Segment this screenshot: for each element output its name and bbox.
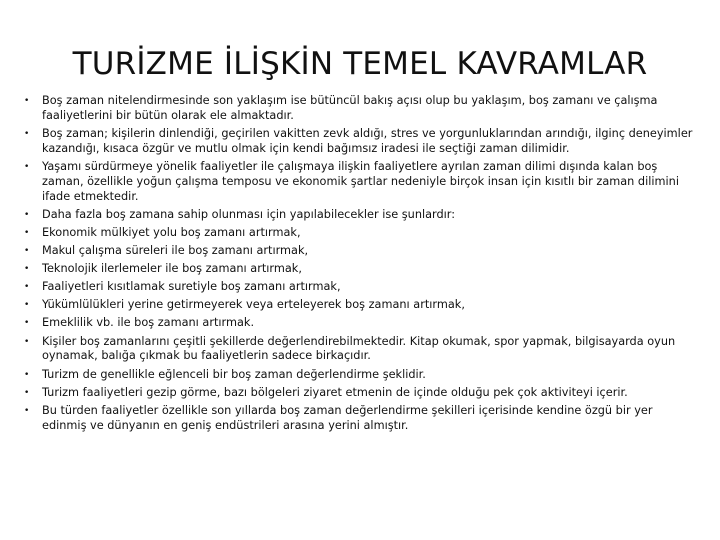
bullet-dot-icon: • [24,228,30,238]
bullet-dot-icon: • [24,369,30,380]
bullet-dot-icon: • [24,300,30,311]
bullet-dot-icon: • [24,405,30,416]
bullet-text: Bu türden faaliyetler özellikle son yıllarda boş zaman değerlendirme şekilleri içerisinde kendine özgü bir yer edinmiş ve dünyanın en geniş endüstrileri arasına yerini almıştır. [42,403,653,432]
bullet-text: Boş zaman nitelendirmesinde son yaklaşım ise bütüncül bakış açısı olup bu yaklaşım, boş zamanı ve çalışma faaliyetlerini bir bütün olarak ele almaktadır. [42,94,658,122]
bullet-item [24,160,696,205]
bullet-text: Boş zaman; kişilerin dinlendiği, geçirilen vakitten zevk aldığı, stres ve yorgunluklarından arındığı, ilginç deneyimler kazandığı, kısaca özgür ve mutlu olmak için kendi bağımsız iradesi ile seçtiği zaman dilimidir. [42,127,693,155]
bullet-item [24,298,696,313]
bullet-dot-icon: • [24,336,30,347]
bullet-item [24,94,696,124]
bullet-dot-icon: • [24,162,30,172]
bullet-item [24,335,696,365]
bullet-dot-icon: • [24,129,30,139]
bullet-dot-icon: • [24,318,30,329]
bullet-item [24,280,696,295]
bullet-item [24,127,696,157]
bullet-text: Turizm de genellikle eğlenceli bir boş zaman değerlendirme şeklidir. [42,367,426,381]
bullet-text: Makul çalışma süreleri ile boş zamanı artırmak, [42,244,309,258]
bullet-dot-icon: • [24,387,30,398]
bullet-item [24,404,696,434]
bullet-item [24,226,696,241]
bullet-text: Teknolojik ilerlemeler ile boş zamanı artırmak, [42,262,302,276]
bullet-item [24,208,696,223]
bullet-item [24,262,696,277]
bullet-text: Emeklilik vb. ile boş zamanı artırmak. [42,316,255,330]
bullet-list [24,94,696,437]
bullet-item [24,386,696,401]
bullet-text: Yaşamı sürdürmeye yönelik faaliyetler ile çalışmaya ilişkin faaliyetlere ayrılan zaman dilimi dışında kalan boş zaman, özellikle yoğun çalışma temposu ve ekonomik şartlar nedeniyle birçok insan için kısıtlı bir zaman dilimini ifade etmektedir. [42,160,679,203]
bullet-item [24,316,696,331]
bullet-text: Turizm faaliyetleri gezip görme, bazı bölgeleri ziyaret etmenin de içinde olduğu pek çok aktiviteyi içerir. [42,385,628,399]
bullet-text: Ekonomik mülkiyet yolu boş zamanı artırmak, [42,226,301,239]
bullet-dot-icon: • [24,246,30,257]
bullet-item [24,368,696,383]
bullet-dot-icon: • [24,96,30,106]
bullet-dot-icon: • [24,264,30,275]
bullet-dot-icon: • [24,209,30,220]
slide-title: TURİZME İLİŞKİN TEMEL KAVRAMLAR [72,46,648,82]
bullet-text: Kişiler boş zamanlarını çeşitli şekillerde değerlendirebilmektedir. Kitap okumak, spor yapmak, bilgisayarda oyun oynamak, balığa çıkmak bu faaliyetlerin sadece birkaçıdır. [42,334,676,363]
bullet-item [24,244,696,259]
bullet-text: Faaliyetleri kısıtlamak suretiyle boş zamanı artırmak, [42,280,341,294]
bullet-dot-icon: • [24,282,30,293]
bullet-text: Yükümlülükleri yerine getirmeyerek veya erteleyerek boş zamanı artırmak, [42,298,465,312]
bullet-text: Daha fazla boş zamana sahip olunması için yapılabilecekler ise şunlardır: [42,207,456,221]
